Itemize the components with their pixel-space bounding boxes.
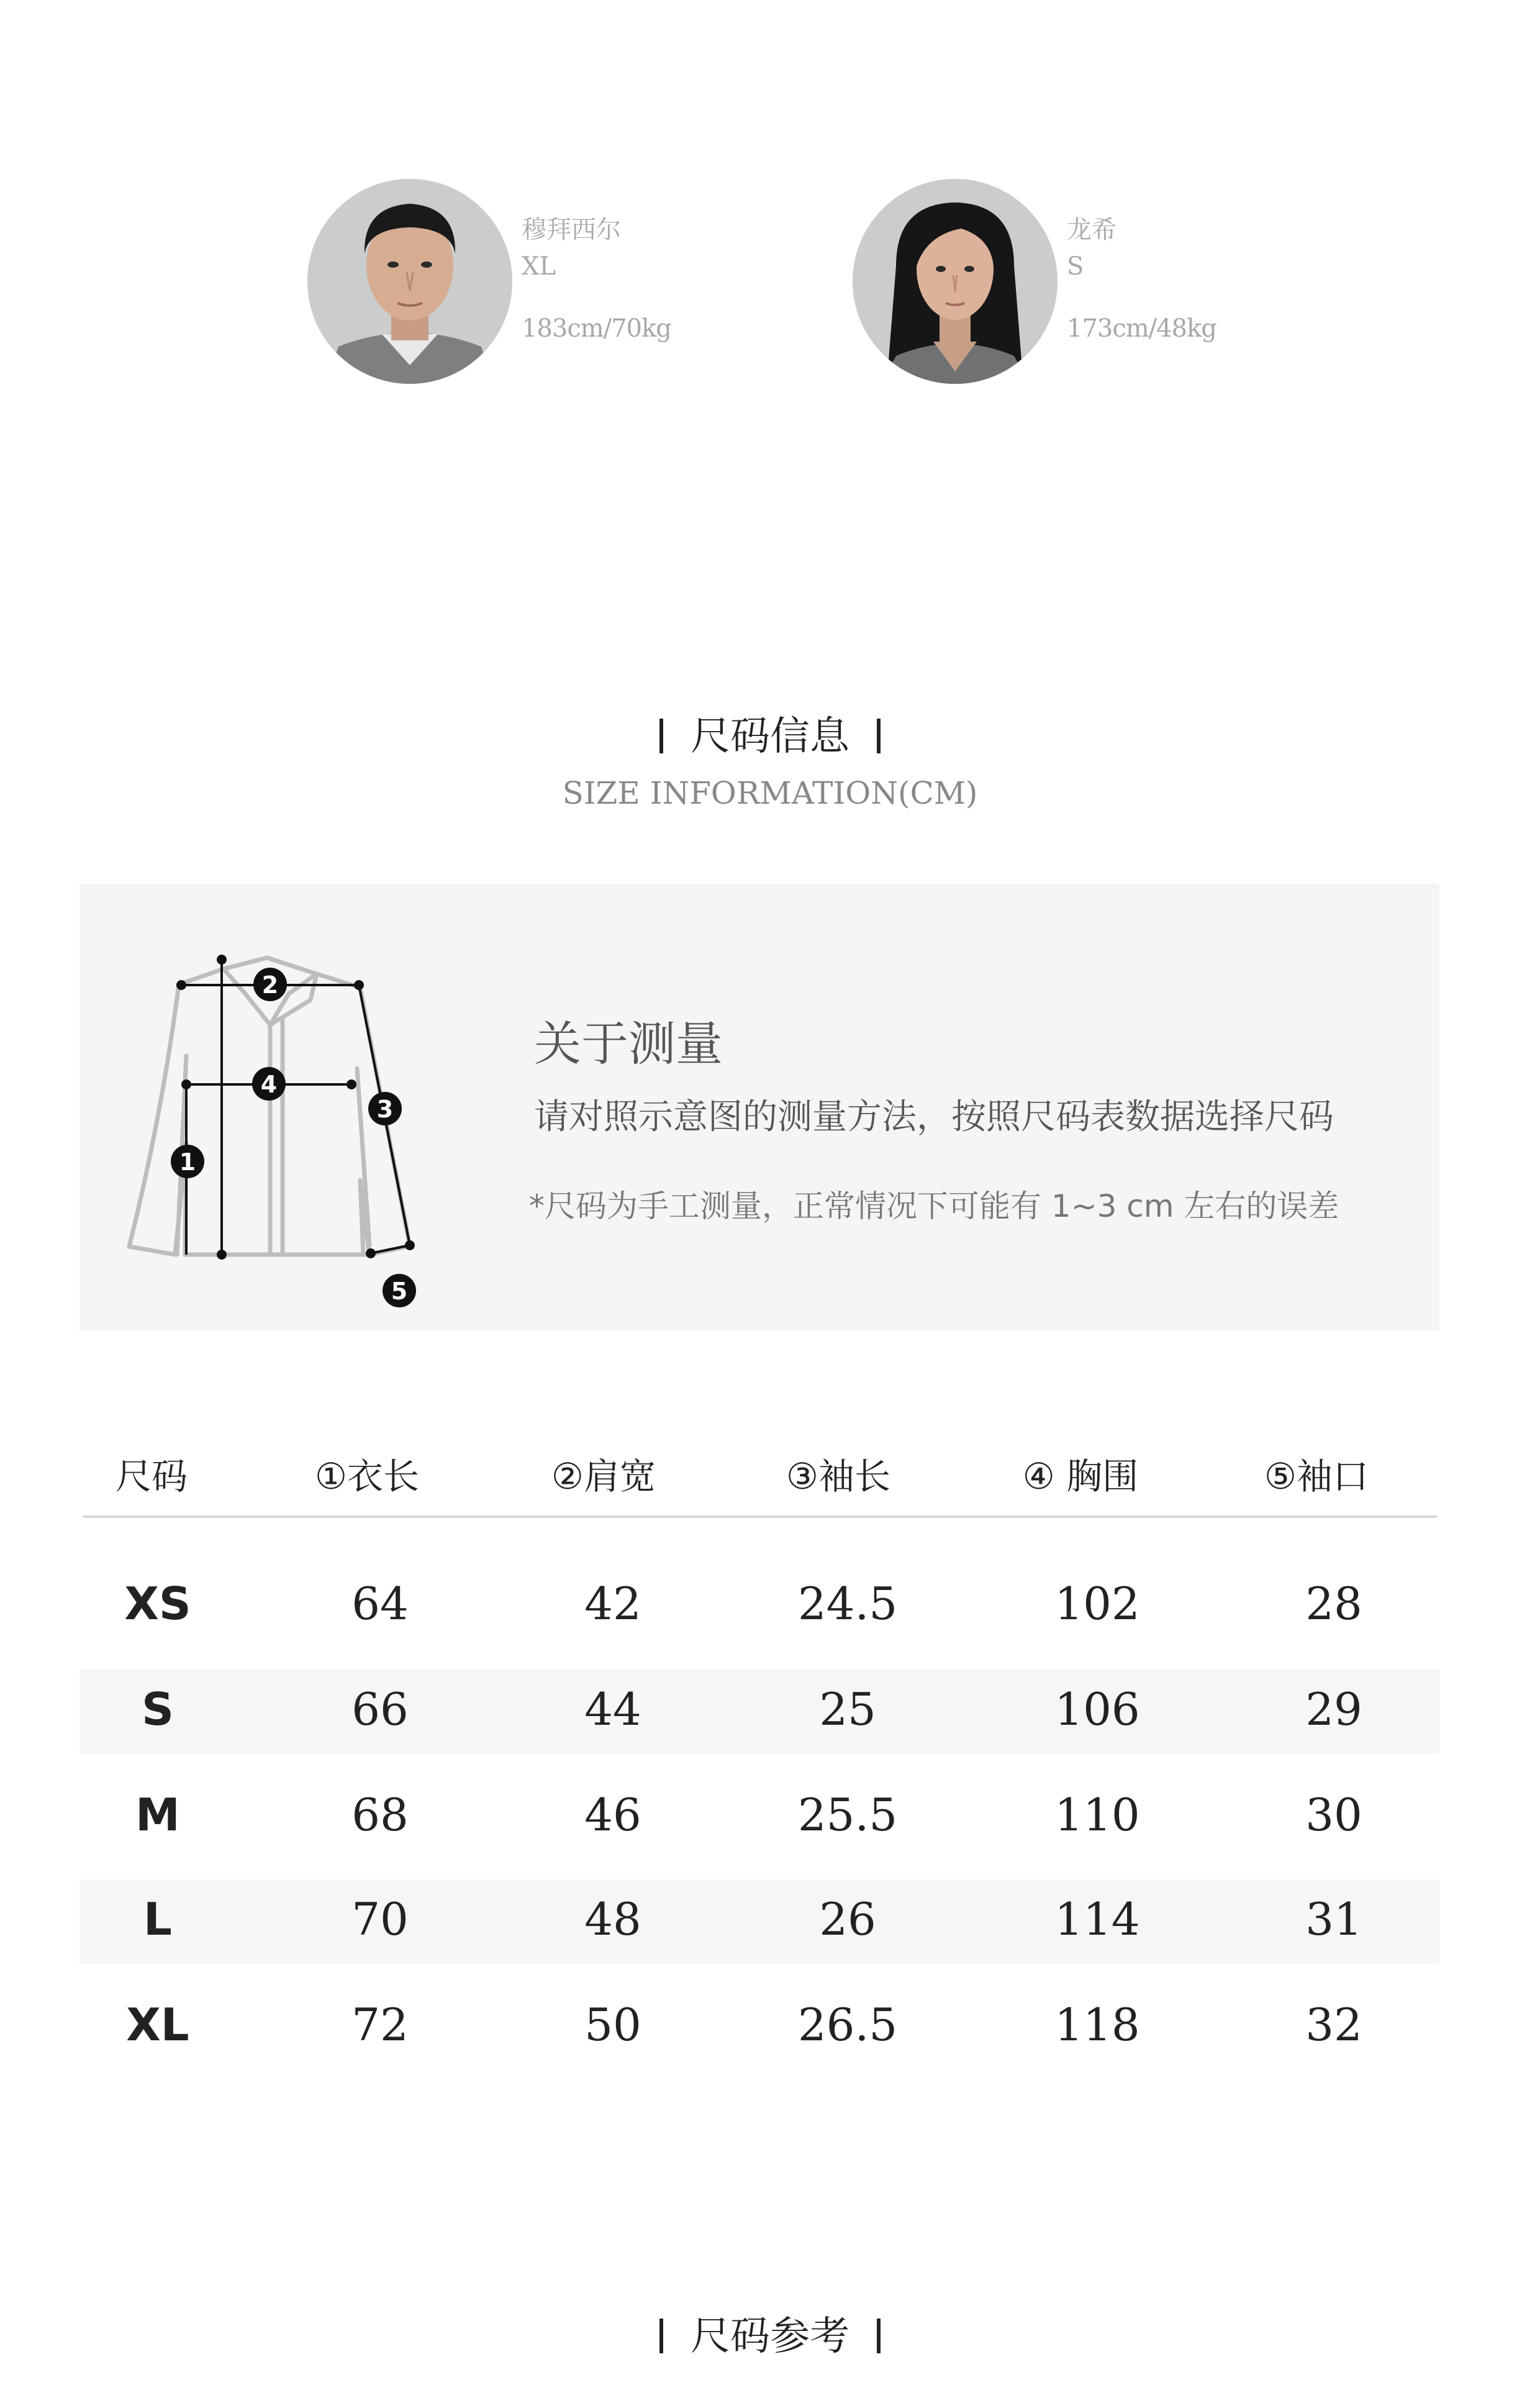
- table-header-cuff: ⑤袖口: [1264, 1455, 1369, 1497]
- svg-text:1: 1: [179, 1148, 196, 1176]
- model-size: XL: [522, 252, 556, 281]
- model-name: 龙希: [1067, 216, 1116, 244]
- section-title-size-reference: [0, 2304, 1540, 2361]
- cell-cuff: 32: [1305, 1999, 1362, 2051]
- model-name: 穆拜西尔: [522, 216, 621, 244]
- cell-cuff: 28: [1305, 1578, 1362, 1630]
- jacket-diagram-icon: [118, 932, 441, 1317]
- cell-shoulder: 44: [584, 1683, 641, 1735]
- svg-text:2: 2: [261, 971, 279, 999]
- table-header-length: ①衣长: [315, 1455, 419, 1497]
- callout-2: [253, 968, 287, 1001]
- cell-length: 64: [351, 1578, 409, 1630]
- cell-chest: 106: [1054, 1683, 1140, 1735]
- table-header-size: 尺码: [115, 1455, 188, 1497]
- cell-shoulder: 42: [584, 1578, 641, 1630]
- cell-cuff: 29: [1305, 1683, 1362, 1735]
- measure-description: 请对照示意图的测量方法，按照尺码表数据选择尺码: [534, 1097, 1334, 1137]
- svg-text:3: 3: [376, 1096, 394, 1123]
- divider-bar: [877, 2319, 881, 2353]
- cell-sleeve: 25.5: [797, 1789, 898, 1841]
- cell-sleeve: 26: [819, 1893, 876, 1945]
- cell-length: 70: [351, 1893, 409, 1945]
- cell-shoulder: 48: [584, 1893, 641, 1945]
- cell-size: S: [142, 1683, 174, 1735]
- model-stats: 183cm/70kg: [522, 314, 671, 343]
- cell-length: 66: [351, 1683, 409, 1735]
- cell-chest: 110: [1054, 1789, 1140, 1841]
- divider-bar: [877, 719, 881, 753]
- table-header-shoulder: ②肩宽: [551, 1455, 656, 1497]
- measure-title: 关于测量: [534, 1016, 723, 1071]
- cell-chest: 114: [1054, 1893, 1140, 1945]
- cell-sleeve: 25: [819, 1683, 876, 1735]
- callout-5: [383, 1274, 416, 1307]
- callout-3: [368, 1092, 402, 1125]
- table-header-chest: ④ 胸围: [1022, 1455, 1139, 1497]
- cell-cuff: 31: [1305, 1893, 1362, 1945]
- size-reference-title: 尺码参考: [691, 2314, 849, 2360]
- callout-4: [252, 1067, 286, 1101]
- svg-text:5: 5: [391, 1278, 408, 1305]
- divider-bar: [659, 2319, 663, 2353]
- table-header-divider: [83, 1515, 1437, 1518]
- cell-chest: 102: [1054, 1578, 1140, 1630]
- size-info-title: 尺码信息: [691, 714, 849, 760]
- cell-shoulder: 50: [584, 1999, 641, 2051]
- cell-length: 68: [351, 1789, 409, 1841]
- model-card-1: [307, 179, 866, 390]
- cell-size: XL: [126, 1999, 189, 2051]
- divider-bar: [659, 719, 663, 753]
- model-card-2: [853, 179, 1411, 390]
- table-header-sleeve: ③袖长: [786, 1455, 890, 1497]
- size-info-subtitle: SIZE INFORMATION(CM): [562, 775, 978, 811]
- model-avatar-male: [307, 179, 512, 384]
- cell-chest: 118: [1054, 1999, 1140, 2051]
- cell-length: 72: [351, 1999, 409, 2051]
- cell-sleeve: 24.5: [797, 1578, 898, 1630]
- svg-text:4: 4: [260, 1071, 278, 1098]
- cell-size: L: [143, 1893, 172, 1945]
- cell-size: M: [135, 1789, 180, 1841]
- cell-cuff: 30: [1305, 1789, 1362, 1841]
- section-title-size-info: [0, 704, 1540, 761]
- model-stats: 173cm/48kg: [1067, 314, 1216, 343]
- cell-size: XS: [124, 1578, 191, 1630]
- model-avatar-female: [853, 179, 1058, 384]
- model-size: S: [1067, 252, 1084, 281]
- cell-sleeve: 26.5: [797, 1999, 898, 2051]
- measure-note: *尺码为手工测量，正常情况下可能有 1~3 cm 左右的误差: [529, 1188, 1339, 1224]
- cell-shoulder: 46: [584, 1789, 641, 1841]
- callout-1: [171, 1145, 204, 1178]
